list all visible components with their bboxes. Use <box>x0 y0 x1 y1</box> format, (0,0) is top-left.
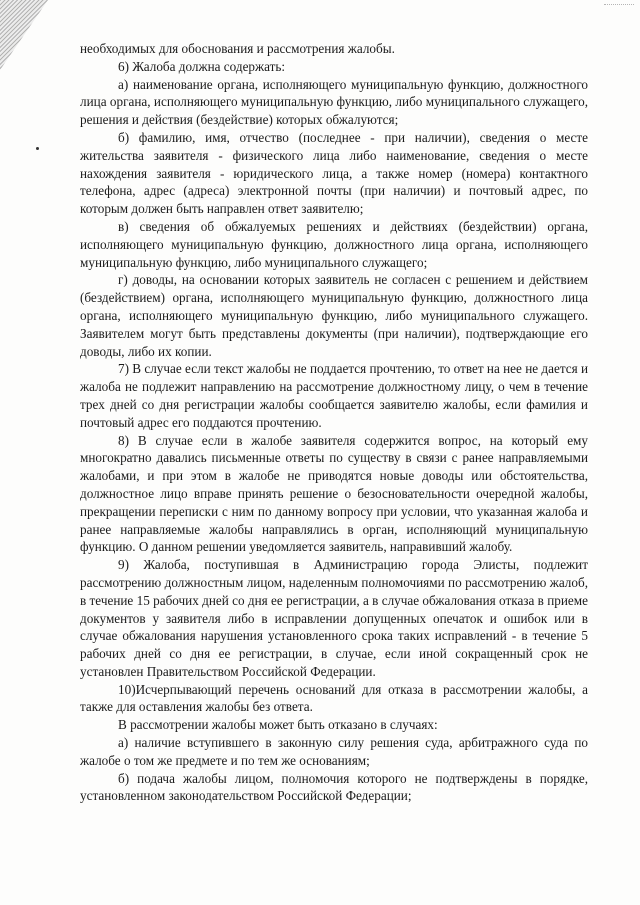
paragraph: а) наименование органа, исполняющего муниципальную функцию, должностного лица органа, исполняющего муниципальную функцию, либо муниципального служащего, решения и действия (бездействие) которых обжалуются; <box>80 76 588 128</box>
paragraph: 8) В случае если в жалобе заявителя содержится вопрос, на который ему многократно давались письменные ответы по существу в связи с ранее направляемыми жалобами, и при этом в жалобе не приводятся новые доводы или обстоятельства, должностное лицо вправе принять решение о безосновательности очередной жалобы, прекращении переписки с ним по данному вопросу при условии, что указанная жалоба и ранее направляемые жалобы направлялись в орган, исполняющий муниципальную функцию. О данном решении уведомляется заявитель, направивший жалобу. <box>80 432 588 555</box>
paragraph: в) сведения об обжалуемых решениях и действиях (бездействии) органа, исполняющего муниципальную функцию, должностного лица органа, исполняющего муниципальную функцию, либо муниципального служащего; <box>80 218 588 270</box>
paragraph: 7) В случае если текст жалобы не поддается прочтению, то ответ на нее не дается и жалоба не подлежит направлению на рассмотрение должностному лицу, о чем в течение трех дней со дня регистрации жалобы сообщается заявителю жалобы, если фамилия и почтовый адрес его поддаются прочтению. <box>80 361 589 430</box>
paragraph: б) фамилию, имя, отчество (последнее - при наличии), сведения о месте жительства заявителя - физического лица либо наименование, сведения о месте нахождения заявителя - юридического лица, а также номер (номера) контактного телефона, адрес (адреса) электронной почты (при наличии) и почтовый адрес, по которым должен быть направлен ответ заявителю; <box>80 129 588 217</box>
paragraph: 6) Жалоба должна содержать: <box>118 58 286 74</box>
scan-corner-mark <box>604 4 634 13</box>
document-body <box>80 40 588 805</box>
paragraph: В рассмотрении жалобы может быть отказано в случаях: <box>118 717 438 733</box>
paragraph: 9) Жалоба, поступившая в Администрацию города Элисты, подлежит рассмотрению должностным лицом, наделенным полномочиями по рассмотрению жалоб, в течение 15 рабочих дней со дня ее регистрации, а в случае обжалования отказа в приеме документов у заявителя либо в исправлении допущенных опечаток и ошибок или в случае обжалования нарушения установленного срока таких исправлений - в течение 5 рабочих дней со дня ее регистрации, в случае, если иной сокращенный срок не установлен Правительством Российской Федерации. <box>80 557 588 679</box>
paragraph: б) подача жалобы лицом, полномочия которого не подтверждены в порядке, установленном законодательством Российской Федерации; <box>80 770 588 804</box>
paragraph: 10)Исчерпывающий перечень оснований для отказа в рассмотрении жалобы, а также для оставления жалобы без ответа. <box>80 681 588 715</box>
paragraph: г) доводы, на основании которых заявитель не согласен с решением и действием (бездействием) органа, исполняющего муниципальную функцию, должностного лица органа, исполняющего муниципальную функцию, либо муниципального служащего. Заявителем могут быть представлены документы (при наличии), подтверждающие его доводы, либо их копии. <box>80 272 588 359</box>
paragraph: необходимых для обоснования и рассмотрения жалобы. <box>80 41 395 56</box>
scan-corner-shadow <box>0 0 48 70</box>
paragraph: а) наличие вступившего в законную силу решения суда, арбитражного суда по жалобе о том же предмете и по тем же основаниям; <box>80 735 588 768</box>
scan-speck <box>36 147 39 150</box>
